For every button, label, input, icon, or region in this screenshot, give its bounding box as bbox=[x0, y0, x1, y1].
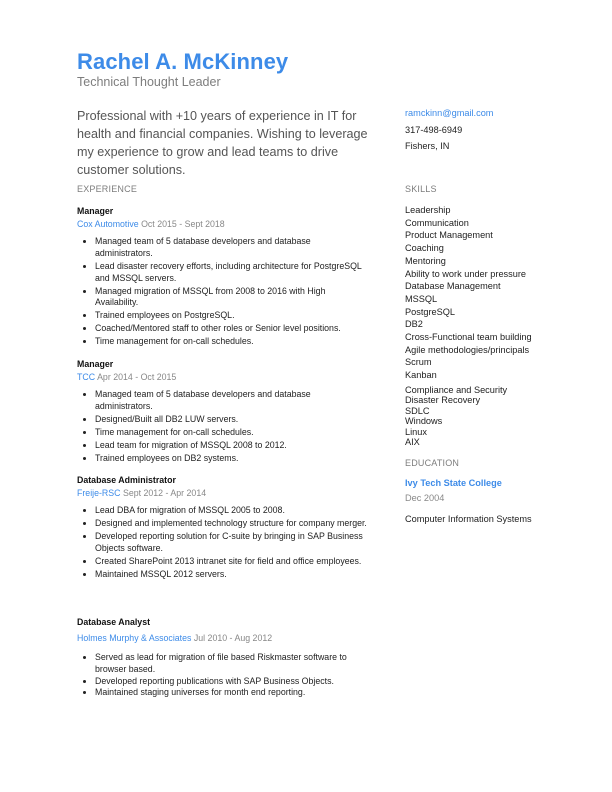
job-title: Manager bbox=[77, 206, 114, 216]
job-bullet: • Time management for on-call schedules. bbox=[95, 427, 367, 439]
job-dates: Oct 2015 - Sept 2018 bbox=[141, 219, 225, 229]
skill-item: Agile methodologies/principals bbox=[405, 344, 530, 355]
job-bullet: • Maintained MSSQL 2012 servers. bbox=[95, 569, 367, 581]
job-meta bbox=[77, 372, 367, 385]
job-meta bbox=[77, 488, 367, 501]
job-entry bbox=[77, 359, 367, 466]
job-company: Cox Automotive bbox=[77, 219, 139, 229]
job-bullet: • Lead disaster recovery efforts, including architecture for PostgreSQL and MSSQL servers. bbox=[95, 261, 367, 285]
job-bullet: • Served as lead for migration of file based Riskmaster software to browser based. bbox=[95, 652, 367, 676]
job-bullet: • Lead DBA for migration of MSSQL 2005 to 2008. bbox=[95, 505, 367, 517]
summary-text: Professional with +10 years of experience in IT for health and financial companies. Wishing to leverage my experience to grow and lead teams to drive customer solutions. bbox=[77, 109, 368, 177]
skill-item: Windows bbox=[405, 416, 443, 427]
job-bullet: • Developed reporting solution for C-suite by bringing in SAP Business Objects software. bbox=[95, 531, 367, 555]
skill-item: DB2 bbox=[405, 319, 423, 330]
skill-item: Kanban bbox=[405, 370, 437, 381]
job-meta bbox=[77, 633, 367, 646]
contact-location: Fishers, IN bbox=[405, 141, 450, 151]
skill-item: Database Management bbox=[405, 281, 501, 292]
skill-item: AIX bbox=[405, 437, 420, 448]
job-bullets bbox=[77, 505, 367, 581]
job-dates: Apr 2014 - Oct 2015 bbox=[97, 372, 177, 382]
job-title: Database Administrator bbox=[77, 475, 176, 485]
skill-item: Scrum bbox=[405, 357, 432, 368]
skill-item: Communication bbox=[405, 217, 469, 228]
job-bullet: • Coached/Mentored staff to other roles or Senior level positions. bbox=[95, 323, 367, 335]
candidate-name: Rachel A. McKinney bbox=[77, 49, 289, 74]
education-field: Computer Information Systems bbox=[405, 514, 532, 524]
job-bullet: • Managed migration of MSSQL from 2008 to 2016 with High Availability. bbox=[95, 286, 367, 310]
skill-item: Mentoring bbox=[405, 255, 446, 266]
contact-block bbox=[405, 108, 493, 158]
job-title: Manager bbox=[77, 359, 114, 369]
skill-item: MSSQL bbox=[405, 293, 438, 304]
job-bullet: • Developed reporting publications with SAP Business Objects. bbox=[95, 676, 367, 688]
job-entry bbox=[77, 475, 367, 582]
job-meta bbox=[77, 219, 367, 232]
skills-list bbox=[405, 204, 532, 448]
job-company: TCC bbox=[77, 372, 96, 382]
skill-item: Coaching bbox=[405, 243, 444, 254]
job-bullets bbox=[77, 389, 367, 465]
job-dates: Sept 2012 - Apr 2014 bbox=[122, 488, 207, 498]
job-dates: Jul 2010 - Aug 2012 bbox=[193, 633, 273, 643]
job-bullet: • Created SharePoint 2013 intranet site for field and office employees. bbox=[95, 556, 367, 568]
job-title: Database Analyst bbox=[77, 617, 151, 627]
job-bullet: • Designed and implemented technology structure for company merger. bbox=[95, 518, 367, 530]
education-school: Ivy Tech State College bbox=[405, 478, 502, 488]
skill-item: Leadership bbox=[405, 205, 451, 215]
education-date: Dec 2004 bbox=[405, 493, 445, 503]
skill-item: SDLC bbox=[405, 405, 430, 416]
job-entry bbox=[77, 206, 367, 349]
job-bullet: • Managed team of 5 database developers and database administrators. bbox=[95, 389, 367, 413]
experience-heading: EXPERIENCE bbox=[77, 184, 138, 194]
job-bullet: • Managed team of 5 database developers and database administrators. bbox=[95, 236, 367, 260]
job-bullet: • Maintained staging universes for month end reporting. bbox=[95, 687, 367, 699]
job-bullets bbox=[77, 236, 367, 348]
job-entry bbox=[77, 617, 367, 699]
job-bullet: • Designed/Built all DB2 LUW servers. bbox=[95, 414, 367, 426]
job-bullets bbox=[77, 652, 367, 699]
skill-item: Compliance and Security bbox=[405, 384, 508, 395]
skill-item: Product Management bbox=[405, 230, 493, 241]
contact-email[interactable]: ramckinn@gmail.com bbox=[405, 108, 494, 118]
skills-heading: SKILLS bbox=[405, 184, 437, 194]
job-company: Holmes Murphy & Associates bbox=[77, 633, 192, 643]
skill-item: Disaster Recovery bbox=[405, 395, 481, 406]
job-bullet: • Trained employees on DB2 systems. bbox=[95, 453, 367, 465]
education-heading: EDUCATION bbox=[405, 458, 460, 468]
job-company: Freije-RSC bbox=[77, 488, 121, 498]
job-bullet: • Lead team for migration of MSSQL 2008 to 2012. bbox=[95, 440, 367, 452]
skill-item: Cross-Functional team building bbox=[405, 332, 532, 343]
skill-item: Ability to work under pressure bbox=[405, 268, 527, 279]
candidate-title: Technical Thought Leader bbox=[77, 75, 221, 89]
skill-item: PostgreSQL bbox=[405, 306, 456, 317]
job-bullet: • Time management for on-call schedules. bbox=[95, 336, 367, 348]
contact-phone: 317-498-6949 bbox=[405, 124, 463, 135]
job-bullet: • Trained employees on PostgreSQL. bbox=[95, 310, 367, 322]
skill-item: Linux bbox=[405, 426, 427, 437]
